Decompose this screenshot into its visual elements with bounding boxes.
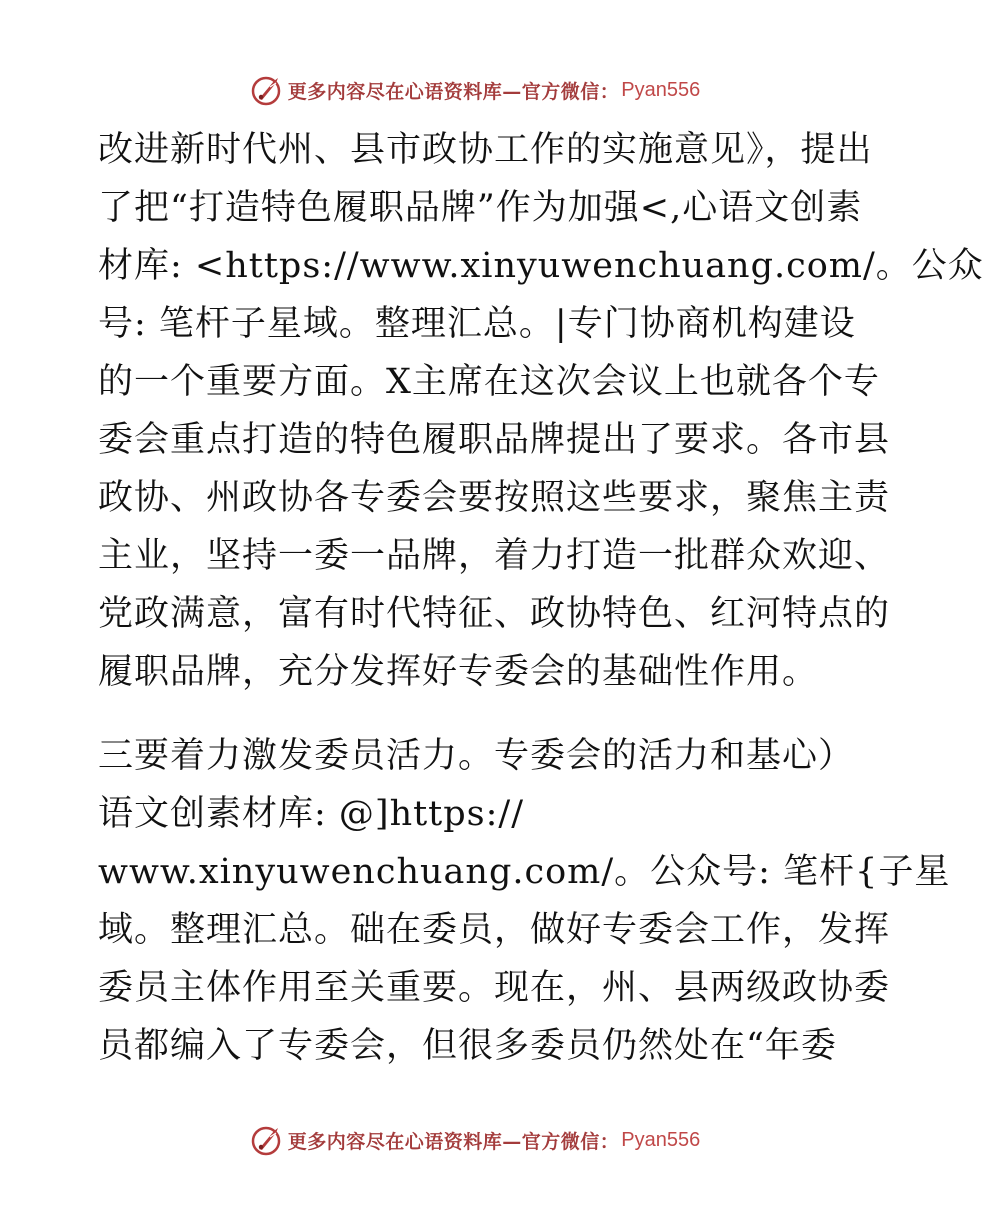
text-line: 党政满意，富有时代特征、政协特色、红河特点的 — [98, 594, 891, 634]
text-line: www.xinyuwenchuang.com/。公众号: 笔杆{子星 — [98, 852, 951, 892]
text-line: 三要着力激发委员活力。专委会的活力和基心） — [98, 736, 855, 776]
text-line: 域。整理汇总。础在委员，做好专委会工作，发挥 — [98, 910, 891, 950]
footer-banner — [0, 1120, 950, 1160]
text-line: 的一个重要方面。X主席在这次会议上也就各个专 — [98, 362, 880, 402]
text-line: 号: 笔杆子星域。整理汇总。|专门协商机构建设 — [98, 304, 856, 344]
paragraph-2 — [98, 727, 951, 1075]
quill-pen-logo-icon — [250, 73, 284, 107]
text-line: 员都编入了专委会，但很多委员仍然处在“年委 — [98, 1026, 837, 1066]
text-line: 履职品牌，充分发挥好专委会的基础性作用。 — [98, 652, 819, 692]
header-banner — [0, 70, 950, 110]
text-line: 主业，坚持一委一品牌，着力打造一批群众欢迎、 — [98, 536, 891, 576]
text-line: 委会重点打造的特色履职品牌提出了要求。各市县 — [98, 420, 891, 460]
header-brand-text: 更多内容尽在心语资料库—官方微信： — [287, 80, 620, 103]
quill-pen-logo-icon — [250, 1123, 284, 1157]
text-line: 改进新时代州、县市政协工作的实施意见》，提出 — [98, 130, 873, 170]
text-line: 语文创素材库: @]https:// — [98, 794, 524, 834]
text-line: 材库: <https://www.xinyuwenchuang.com/。公众 — [98, 246, 984, 286]
text-line: 委员主体作用至关重要。现在，州、县两级政协委 — [98, 968, 891, 1008]
footer-brand-text: 更多内容尽在心语资料库—官方微信： — [287, 1130, 620, 1153]
footer-wechat-id: Pyan556 — [621, 1128, 701, 1151]
header-wechat-id: Pyan556 — [621, 78, 701, 101]
paragraph-gap — [98, 701, 858, 727]
text-line: 了把“打造特色履职品牌”作为加强<,心语文创素 — [98, 188, 863, 228]
text-line: 政协、州政协各专委会要按照这些要求，聚焦主责 — [98, 478, 891, 518]
paragraph-1 — [98, 121, 984, 701]
document-body — [98, 121, 984, 1075]
